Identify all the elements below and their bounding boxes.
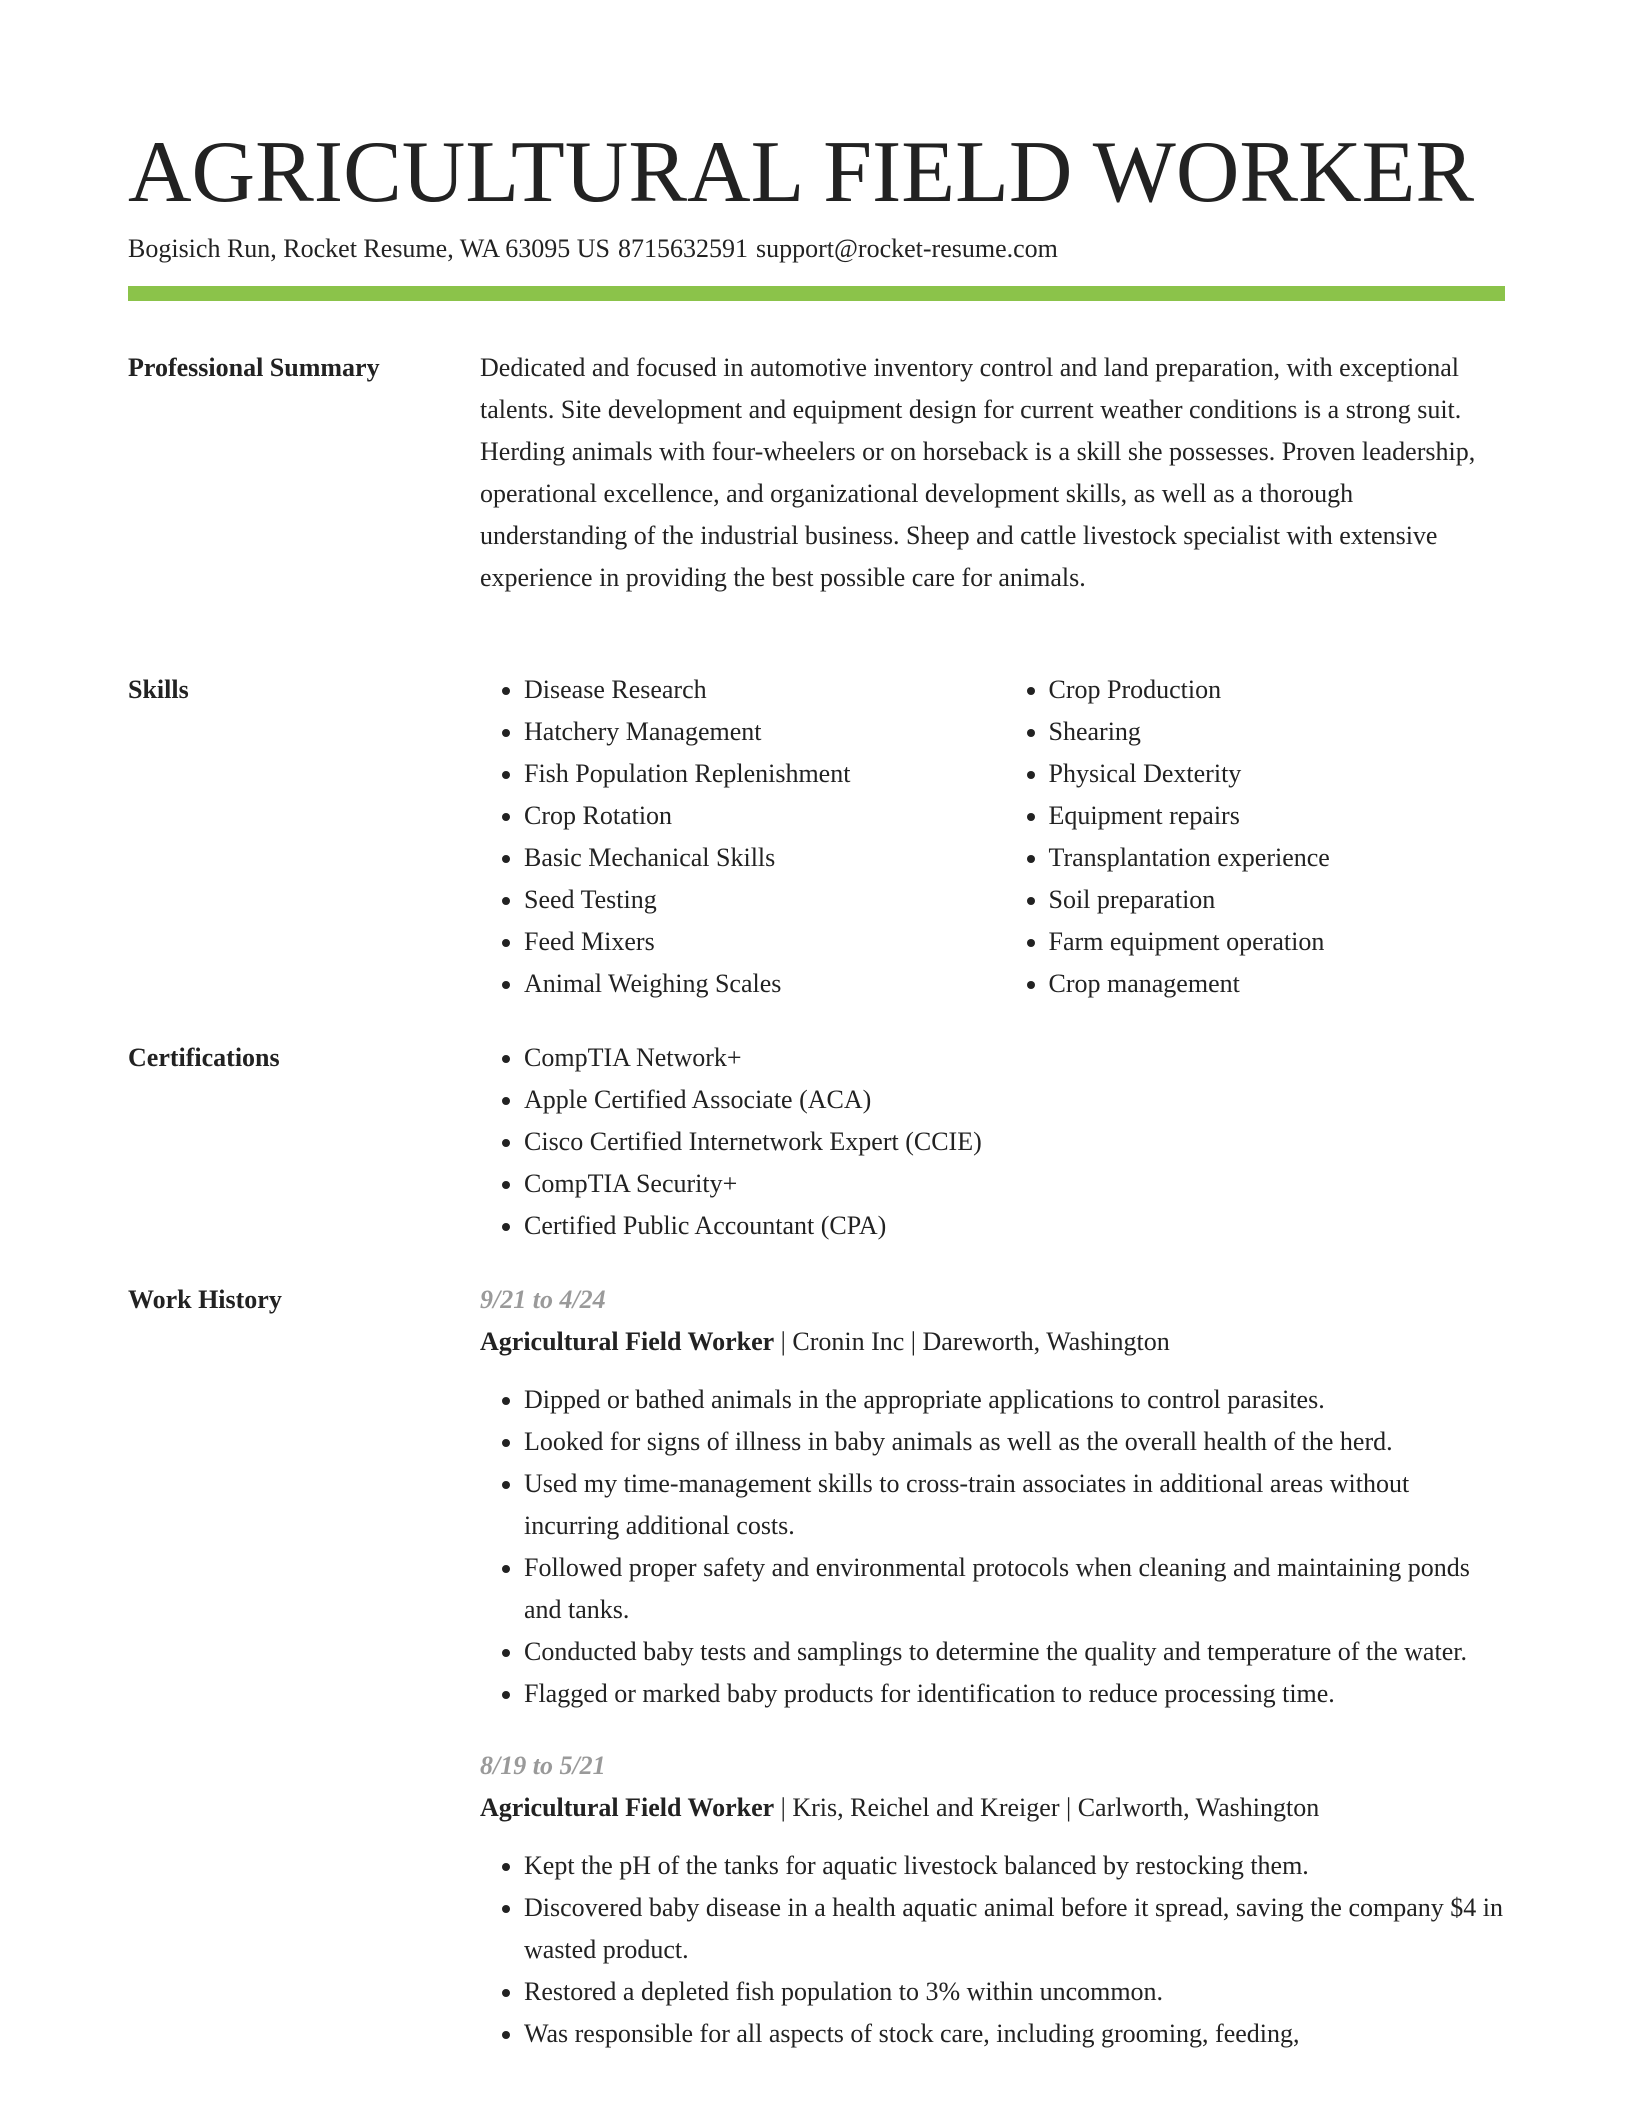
list-item: • Crop Rotation [524, 795, 981, 837]
list-item: • Used my time-management skills to cross-train associates in additional areas without incurring additional costs. [524, 1463, 1505, 1547]
job-bullets [480, 1379, 1505, 1715]
job-dates: 9/21 to 4/24 [480, 1285, 606, 1314]
job-dates: 8/19 to 5/21 [480, 1751, 606, 1780]
list-item: • Certified Public Accountant (CPA) [524, 1205, 1505, 1247]
list-item: • Crop Production [1049, 669, 1506, 711]
header-divider [128, 286, 1505, 301]
list-item: • Flagged or marked baby products for identification to reduce processing time. [524, 1673, 1505, 1715]
job-title: Agricultural Field Worker [480, 1793, 775, 1822]
list-item: • Equipment repairs [1049, 795, 1506, 837]
list-item: • Cisco Certified Internetwork Expert (CCIE) [524, 1121, 1505, 1163]
list-item: • Restored a depleted fish population to 3% within uncommon. [524, 1971, 1505, 2013]
list-item: • Hatchery Management [524, 711, 981, 753]
job-bullets [480, 1845, 1505, 2055]
job-entry [480, 1279, 1505, 1715]
list-item: • Shearing [1049, 711, 1506, 753]
list-item: • Disease Research [524, 669, 981, 711]
contact-line [128, 231, 1066, 267]
list-item: • Feed Mixers [524, 921, 981, 963]
list-item: • Physical Dexterity [1049, 753, 1506, 795]
contact-address: Bogisich Run, Rocket Resume, WA 63095 US [128, 234, 610, 263]
list-item: • Conducted baby tests and samplings to determine the quality and temperature of the water. [524, 1631, 1505, 1673]
list-item: • Crop management [1049, 963, 1506, 1005]
summary-text: Dedicated and focused in automotive inventory control and land preparation, with exceptional talents. Site development and equipment design for current weather conditions is a strong suit. Herding animals with four-wheelers or on horseback is a skill she possesses. Proven leadership, operational excellence, and organizational development skills, as well as a thorough understanding of the industrial business. Sheep and cattle livestock specialist with extensive experience in providing the best possible care for animals. [480, 353, 1476, 592]
list-item: • Basic Mechanical Skills [524, 837, 981, 879]
list-item: • Animal Weighing Scales [524, 963, 981, 1005]
list-item: • Seed Testing [524, 879, 981, 921]
contact-phone: 8715632591 [617, 234, 748, 263]
list-item: • Soil preparation [1049, 879, 1506, 921]
list-item: • Followed proper safety and environmental protocols when cleaning and maintaining ponds and tanks. [524, 1547, 1505, 1631]
skills-heading: Skills [128, 675, 189, 704]
skills-list-left [480, 669, 981, 1005]
job-title-line [480, 1787, 1505, 1829]
contact-email: support@rocket-resume.com [755, 234, 1058, 263]
list-item: • Was responsible for all aspects of stock care, including grooming, feeding, [524, 2013, 1505, 2055]
list-item: • Discovered baby disease in a health aquatic animal before it spread, saving the company $4 in wasted product. [524, 1887, 1505, 1971]
work-history-heading: Work History [128, 1285, 282, 1314]
list-item: • Dipped or bathed animals in the appropriate applications to control parasites. [524, 1379, 1505, 1421]
list-item: • Kept the pH of the tanks for aquatic livestock balanced by restocking them. [524, 1845, 1505, 1887]
list-item: • Transplantation experience [1049, 837, 1506, 879]
certifications-heading: Certifications [128, 1043, 280, 1072]
list-item: • Apple Certified Associate (ACA) [524, 1079, 1505, 1121]
job-entry [480, 1745, 1505, 2055]
certifications-list [480, 1037, 1505, 1247]
resume-name: AGRICULTURAL FIELD WORKER [128, 124, 1475, 221]
job-title: Agricultural Field Worker [480, 1327, 775, 1356]
list-item: • CompTIA Security+ [524, 1163, 1505, 1205]
list-item: • Fish Population Replenishment [524, 753, 981, 795]
job-employer: | Cronin Inc | Dareworth, Washington [774, 1327, 1170, 1356]
list-item: • Farm equipment operation [1049, 921, 1506, 963]
list-item: • Looked for signs of illness in baby animals as well as the overall health of the herd. [524, 1421, 1505, 1463]
job-title-line [480, 1321, 1505, 1363]
summary-heading: Professional Summary [128, 353, 380, 382]
job-employer: | Kris, Reichel and Kreiger | Carlworth, Washington [774, 1793, 1320, 1822]
skills-list-right [1005, 669, 1506, 1005]
list-item: • CompTIA Network+ [524, 1037, 1505, 1079]
